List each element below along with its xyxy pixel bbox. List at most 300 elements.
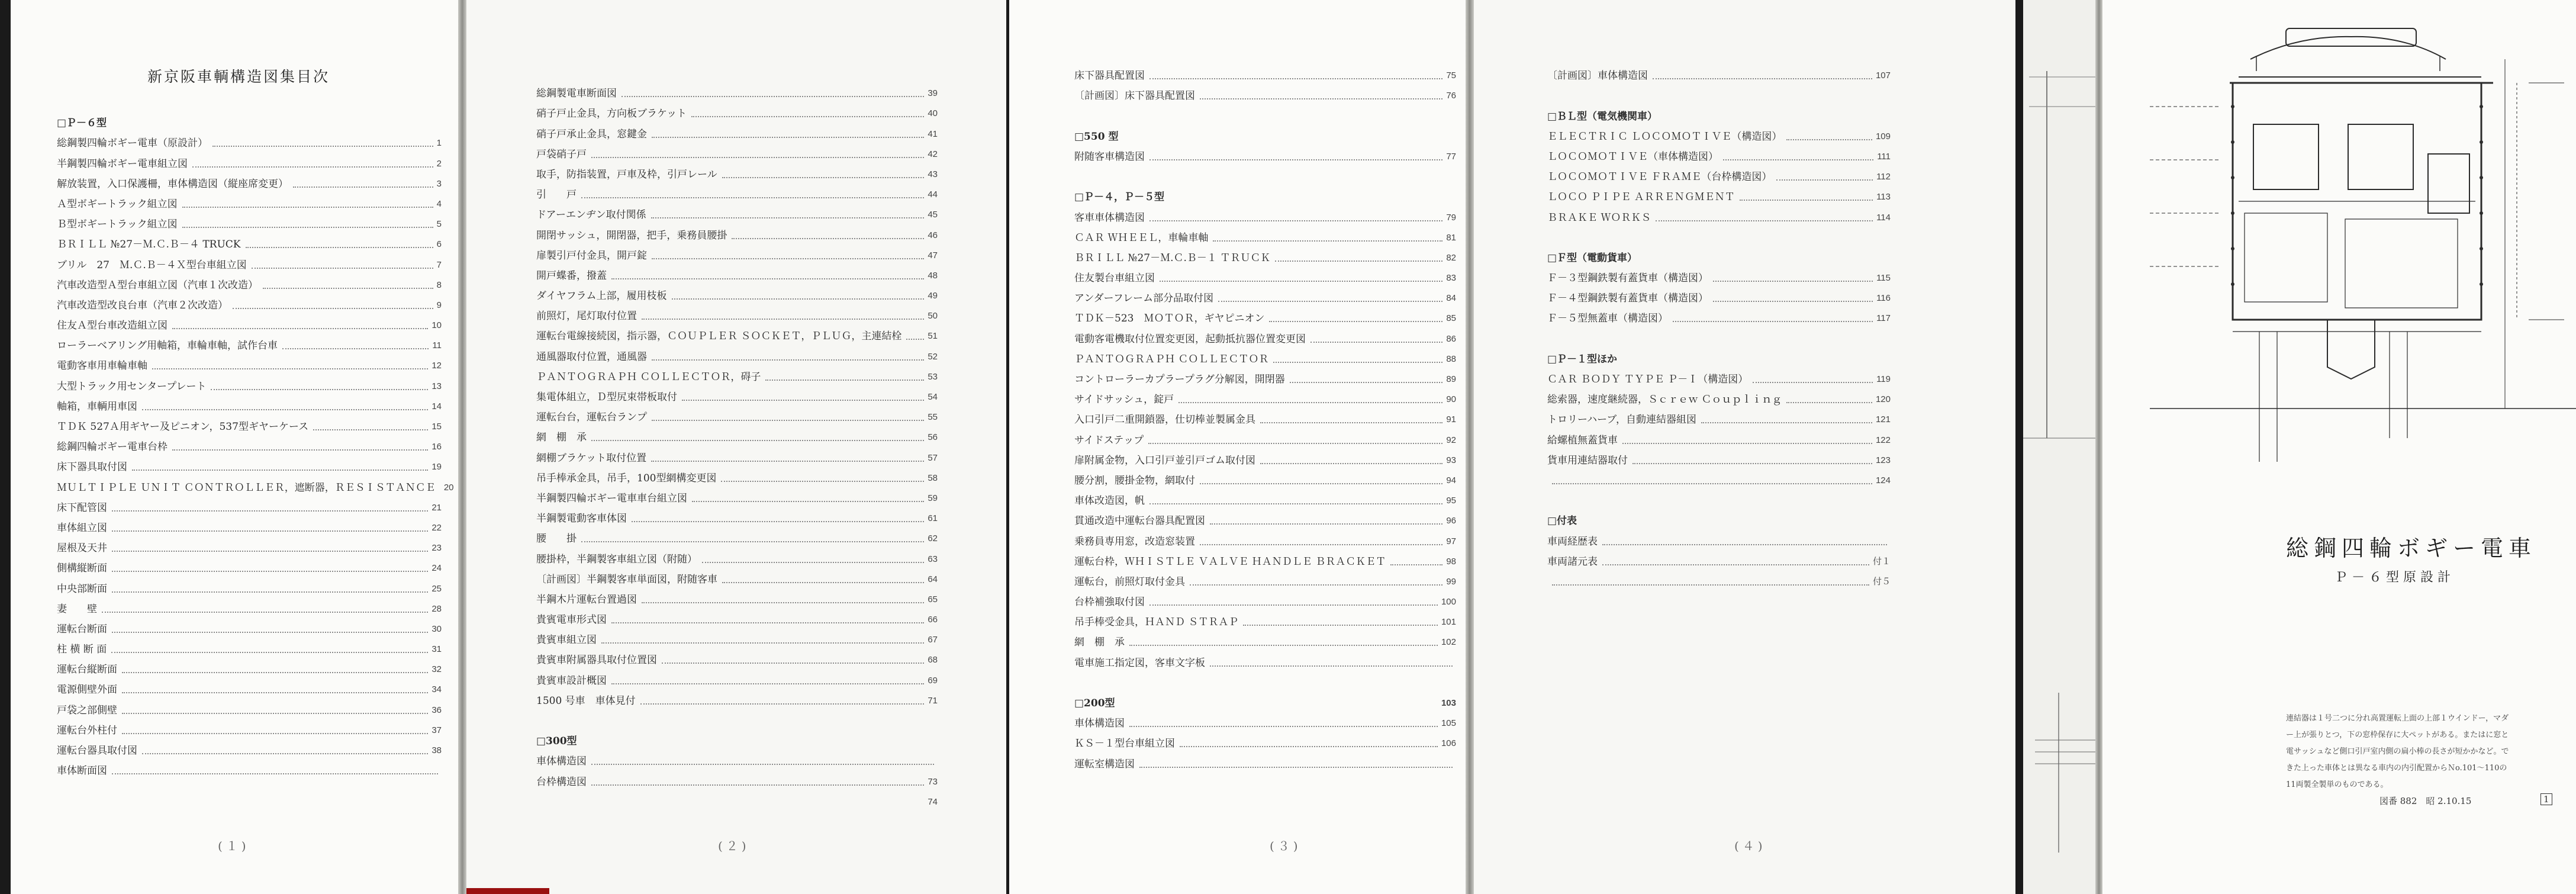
toc-entry-title: Ｂ型ボギートラック組立図 [57, 218, 178, 231]
toc-entry [536, 565, 938, 586]
toc-entry-title: 腰掛枠，半鋼製客車組立図（附随） [536, 553, 697, 565]
toc-entry-title: 運転台枠，ＷＨＩＳＴＬＥ ＶＡＬＶＥ ＨＡＮＤＬＥ ＢＲＡＣＫＥＴ [1074, 555, 1386, 568]
toc-page-ref: 113 [1876, 192, 1891, 202]
dot-leader [1713, 281, 1873, 282]
toc-entry [1074, 426, 1456, 446]
toc-section-heading [1074, 183, 1456, 203]
drawing-title: 総鋼四輪ボギー電車 [2286, 535, 2537, 561]
toc-entry-title: 網 棚 承 [536, 432, 587, 444]
toc-page-ref: 81 [1446, 232, 1456, 243]
toc-entry-title: □200型 [1074, 697, 1115, 709]
toc-entry-title: ＬＯＣＯＭＯＴＩＶＥ ＦＲＡＭＥ（台枠構造図） [1547, 171, 1772, 184]
toc-entry-title: サイドステップ [1074, 434, 1144, 446]
toc-entry-title: 網 棚 承 [1074, 636, 1125, 649]
toc-page-ref: 58 [928, 472, 938, 483]
toc-entry-title: アンダーフレーム部分品取付図 [1074, 292, 1214, 305]
toc-page-ref: 53 [928, 371, 938, 382]
dot-leader [652, 258, 924, 259]
toc-entry [57, 170, 442, 190]
dot-leader [906, 339, 924, 340]
toc-entry-title: 半鋼製四輪ボギー電車組立図 [57, 157, 188, 170]
toc-page-ref: 89 [1446, 374, 1456, 384]
toc-page-ref: 13 [432, 381, 442, 391]
toc-entry [1074, 527, 1456, 547]
toc-page-ref: 120 [1875, 394, 1891, 405]
toc-entry [1547, 163, 1891, 183]
toc-entry-title: 貫通改造中運転台器具配置図 [1074, 515, 1205, 528]
toc-entry-title: 吊手棒受金具，ＨＡＮＤ ＳＴＲＡＰ [1074, 616, 1239, 629]
toc-page-ref: 25 [432, 583, 442, 594]
dot-leader [282, 348, 429, 349]
toc-entry [57, 210, 442, 230]
toc-entry [1547, 203, 1891, 223]
dot-leader [1139, 767, 1453, 768]
toc-entry-title: 住友Ａ型台車改造組立図 [57, 320, 168, 332]
toc-page-ref: 112 [1876, 172, 1891, 182]
dot-leader [1243, 625, 1438, 626]
toc-entry [536, 423, 938, 443]
toc-entry [1074, 446, 1456, 467]
dot-leader [1740, 200, 1873, 201]
dot-leader [112, 591, 428, 593]
toc-entry-title: Ｆ－５型無蓋車（構造図） [1547, 313, 1668, 325]
toc-entry [57, 311, 442, 332]
dot-leader [691, 116, 924, 117]
toc-entry [1547, 304, 1891, 324]
dot-leader [1180, 746, 1438, 747]
toc-entry-title: □Ｐ－１型ほか [1547, 353, 1618, 365]
toc-entry-title: 運転台電線接続図，指示器，ＣＯＵＰＬＥＲ ＳＯＣＫＥＴ，ＰＬＵＧ，主連結栓 [536, 330, 902, 343]
toc-section-heading [1074, 689, 1456, 709]
toc-entry [1547, 385, 1891, 406]
toc-entry [57, 574, 442, 594]
toc-page-ref: 19 [432, 462, 442, 472]
dot-leader [313, 429, 428, 430]
toc-entry [1074, 284, 1456, 304]
toc-page-ref: 69 [928, 675, 938, 686]
dot-leader [263, 288, 433, 289]
toc-page-2 [466, 0, 1006, 894]
dot-leader [1273, 362, 1442, 363]
dot-leader [1200, 98, 1442, 99]
toc-page-ref: 20 [443, 482, 454, 493]
dot-leader [122, 733, 428, 734]
toc-entry [536, 160, 938, 181]
toc-page-ref: 105 [1441, 718, 1456, 729]
toc-page-ref: 4 [436, 198, 442, 209]
toc-entry-title: □300型 [536, 735, 577, 748]
toc-entry [536, 120, 938, 140]
toc-page-ref: 77 [1446, 151, 1456, 162]
toc-page-ref: 37 [432, 725, 442, 735]
dot-leader [122, 713, 428, 714]
dot-leader [182, 227, 433, 228]
toc-entry-title: □ＢＬ型（電気機関車） [1547, 110, 1658, 123]
toc-entry [57, 149, 442, 169]
toc-entry [1074, 62, 1456, 82]
toc-entry [57, 737, 442, 757]
toc-page-ref: 82 [1446, 252, 1456, 263]
dot-leader [1129, 726, 1438, 727]
toc-entry [57, 635, 442, 655]
toc-entry-title: 中央部断面 [57, 583, 107, 595]
toc-entry [536, 707, 938, 727]
toc-entry [1074, 729, 1456, 750]
toc-entry [1074, 406, 1456, 426]
drawing-page [2102, 0, 2576, 894]
toc-entry [57, 534, 442, 554]
toc-entry [536, 282, 938, 302]
toc-entry-title: 車両諸元表 [1547, 555, 1598, 568]
dot-leader [182, 207, 433, 208]
toc-list [1074, 62, 1456, 770]
toc-entry-title: 運転台，前照灯取付金具 [1074, 575, 1185, 588]
toc-section-heading [1547, 345, 1891, 365]
dot-leader [172, 449, 428, 451]
toc-entry-title: 運転台縦断面 [57, 664, 117, 676]
toc-entry [1074, 345, 1456, 365]
toc-entry-title: 吊手棒承金具，吊手，100型網構変更図 [536, 472, 717, 484]
toc-page-ref: 43 [928, 169, 938, 179]
toc-page-ref: 46 [928, 230, 938, 240]
dot-leader [1178, 402, 1442, 403]
toc-page-ref: 1 [436, 138, 442, 149]
toc-entry-title: 乗務員専用窓，改造窓装置 [1074, 535, 1195, 548]
toc-section-heading [1074, 123, 1456, 143]
toc-page-ref: 45 [928, 210, 938, 220]
gutter-shadow [458, 0, 466, 894]
toc-entry [1547, 183, 1891, 203]
dot-leader [1753, 382, 1873, 383]
toc-page-ref: 109 [1875, 131, 1891, 142]
toc-page-ref: 62 [928, 533, 938, 544]
dot-leader [1149, 78, 1442, 79]
toc-entry [1547, 82, 1891, 102]
toc-entry-title: Ｆ－４型鋼鉄製有蓋貨車（構造図） [1547, 292, 1708, 305]
toc-entry-title: ＣＡＲ ＢＯＤＹ ＴＹＰＥ Ｐ－Ｉ（構造図） [1547, 374, 1749, 385]
toc-entry [57, 230, 442, 250]
toc-entry [536, 322, 938, 342]
toc-page-ref: 14 [432, 401, 442, 411]
toc-entry-title: ＭＵＬＴＩＰＬＥ ＵＮＩＴ ＣＯＮＴＲＯＬＬＥＲ，遮断器，ＲＥＳＩＳＴＡＮＣＥ [57, 481, 436, 494]
toc-entry-title: 車体組立図 [57, 522, 107, 534]
toc-entry-title: トロリーハーブ，自動連結器組図 [1547, 414, 1696, 426]
toc-entry-title: ＢＲＡＫＥ ＷＯＲＫＳ [1547, 211, 1651, 224]
toc-section-heading [1547, 102, 1891, 122]
toc-entry-title: 客車車体構造図 [1074, 211, 1145, 224]
toc-entry-title: 引 戸 [536, 189, 577, 201]
toc-page-ref: 59 [928, 493, 938, 503]
toc-entry [1547, 224, 1891, 244]
toc-entry-title: ＬＯＣＯＭＯＴＩＶＥ（車体構造図） [1547, 150, 1718, 163]
dot-leader [1200, 483, 1442, 484]
toc-entry [1074, 324, 1456, 345]
toc-entry [536, 443, 938, 464]
toc-page-ref: 117 [1876, 313, 1891, 324]
dot-leader [1310, 342, 1442, 343]
dot-leader [1149, 220, 1442, 221]
toc-entry-title: □550 型 [1074, 130, 1119, 143]
toc-entry [1074, 143, 1456, 163]
dot-leader [142, 409, 428, 410]
dot-leader [1210, 523, 1442, 525]
dot-leader [1602, 544, 1887, 545]
toc-entry [57, 332, 442, 352]
dot-leader [1552, 584, 1869, 586]
dot-leader [211, 389, 428, 390]
dot-leader [1190, 584, 1442, 586]
toc-page-ref: 10 [432, 320, 442, 331]
toc-page-4 [1474, 0, 2015, 894]
drawing-number: 図番 882 昭 2.10.15 [2379, 796, 2472, 806]
dot-leader [682, 400, 924, 401]
dot-leader [1622, 443, 1872, 444]
toc-entry-title: 運転台台，運転台ランプ [536, 411, 647, 424]
dot-leader [642, 319, 924, 320]
toc-entry-title: 車体断面図 [57, 765, 107, 777]
toc-page-ref: 75 [1446, 70, 1456, 81]
toc-page-ref: 74 [928, 796, 938, 807]
dot-leader [1148, 443, 1442, 444]
dot-leader [662, 663, 924, 664]
toc-page-ref: 32 [432, 664, 442, 675]
dot-leader [233, 308, 433, 309]
dot-leader [1149, 159, 1442, 160]
dot-leader [1673, 321, 1873, 322]
toc-page-ref: 56 [928, 432, 938, 443]
dot-leader [192, 166, 433, 168]
toc-entry [1547, 62, 1891, 82]
toc-entry [1074, 82, 1456, 102]
toc-entry-title: 戸袋硝子戸 [536, 148, 587, 160]
toc-entry [1547, 568, 1891, 588]
toc-page-ref: 83 [1446, 273, 1456, 284]
dot-leader [632, 521, 924, 522]
gutter-shadow [1466, 0, 1474, 894]
toc-entry [1547, 143, 1891, 163]
dot-leader [1713, 301, 1873, 302]
toc-page-ref: 96 [1446, 516, 1456, 526]
toc-entry-title: 扉附属金物，入口引戸並引戸ゴム取付図 [1074, 454, 1255, 467]
dot-leader [152, 368, 428, 369]
toc-entry-title: 給螺植無蓋貨車 [1547, 434, 1618, 446]
toc-page-ref: 90 [1446, 394, 1456, 405]
toc-page-ref: 88 [1446, 353, 1456, 364]
toc-entry [1547, 264, 1891, 284]
toc-page-ref: 65 [928, 594, 938, 604]
dot-leader [111, 652, 428, 653]
toc-page-ref: 91 [1446, 414, 1456, 425]
toc-page-ref: 122 [1875, 435, 1891, 445]
dot-leader [1786, 139, 1872, 140]
toc-page-ref: 71 [928, 695, 938, 706]
dot-leader [1210, 665, 1453, 667]
toc-page-ref: 31 [432, 644, 442, 655]
dot-leader [172, 328, 428, 329]
toc-entry-title: 入口引戸二重開鎖器，仕切棒並製属金具 [1074, 414, 1255, 426]
toc-entry [57, 413, 442, 433]
toc-entry-title: 運転台外柱付 [57, 724, 117, 737]
dot-leader [1213, 240, 1442, 242]
toc-page-ref: 73 [928, 776, 938, 787]
dot-leader [212, 146, 433, 147]
toc-page-ref: 102 [1441, 637, 1456, 648]
dot-leader [1701, 422, 1872, 423]
dot-leader [601, 642, 924, 644]
toc-entry [1074, 385, 1456, 406]
toc-entry-title: 集電体組立，Ｄ型尻束帯板取付 [536, 391, 677, 403]
toc-entry [536, 586, 938, 606]
toc-entry [1074, 628, 1456, 648]
dot-leader [1269, 321, 1442, 322]
toc-page-ref: 106 [1441, 738, 1456, 749]
dot-leader [1602, 564, 1869, 565]
toc-entry [57, 271, 442, 291]
dot-leader [1290, 382, 1443, 383]
dot-leader [702, 562, 924, 563]
dot-leader [112, 551, 428, 552]
dot-leader [591, 440, 924, 441]
toc-entry-title: 〔計画図〕半鋼製客車単面図，附随客車 [536, 573, 717, 586]
toc-entry [57, 554, 442, 574]
toc-page-ref: 124 [1875, 475, 1891, 485]
toc-entry-title: 総鋼四輪ボギー電車台枠 [57, 441, 168, 454]
toc-page-ref: 6 [436, 239, 442, 250]
toc-entry [536, 342, 938, 362]
sheet-number: 1 [2540, 793, 2552, 805]
dot-leader [112, 773, 438, 774]
toc-entry-title: 住友製台車組立図 [1074, 272, 1155, 285]
toc-entry [536, 788, 938, 808]
toc-entry-title: 半鋼製電動客車体図 [536, 513, 627, 525]
toc-page-ref: 12 [432, 361, 442, 371]
toc-entry-title: 電車施工指定図，客車文字板 [1074, 657, 1205, 669]
toc-entry [57, 393, 442, 413]
toc-entry-title: 貴賓電車形式図 [536, 614, 607, 626]
toc-page-ref: 57 [928, 452, 938, 463]
toc-page-ref: 24 [432, 563, 442, 574]
toc-page-ref: 98 [1446, 556, 1456, 567]
toc-entry-title: 総鋼製電車断面図 [536, 88, 617, 100]
toc-entry-title: 硝子戸止金具，方向板ブラケット [536, 108, 687, 120]
dot-leader [722, 582, 924, 583]
toc-entry-title: 汽車改造型Ａ型台車組立図（汽車１次改造） [57, 279, 258, 291]
toc-entry [536, 363, 938, 383]
toc-page-ref: 3 [436, 178, 442, 189]
toc-entry [536, 545, 938, 565]
dot-leader [112, 530, 428, 532]
toc-entry [536, 646, 938, 666]
toc-entry-title: Ａ型ボギートラック組立図 [57, 198, 178, 210]
toc-page-ref: 付５ [1872, 576, 1891, 587]
toc-entry [1547, 406, 1891, 426]
dot-leader [611, 622, 924, 623]
toc-entry [536, 302, 938, 322]
toc-page-ref: 111 [1877, 151, 1891, 162]
toc-section-heading [1547, 507, 1891, 527]
toc-entry [1547, 324, 1891, 345]
toc-page-ref: 67 [928, 635, 938, 645]
toc-entry [57, 595, 442, 615]
toc-entry-title: ＣＡＲ ＷＨＥＥＬ，車輪車軸 [1074, 231, 1209, 244]
toc-entry [57, 676, 442, 696]
toc-entry [536, 383, 938, 403]
toc-entry-title: ＥＬＥＣＴＲＩＣ ＬＯＣＯＭＯＴＩＶＥ（構造図） [1547, 130, 1782, 143]
toc-entry-title: 台枠補強取付図 [1074, 596, 1145, 609]
toc-entry-title: □付表 [1547, 515, 1577, 528]
toc-entry-title: 屋根及天井 [57, 542, 107, 555]
toc-entry-title: 車両経歴表 [1547, 535, 1598, 548]
toc-page-ref: 54 [928, 392, 938, 402]
toc-entry [536, 242, 938, 262]
toc-entry [57, 372, 442, 392]
dot-leader [1160, 281, 1442, 282]
toc-entry [536, 99, 938, 120]
toc-entry-title: 柱 横 断 面 [57, 644, 107, 656]
toc-entry [536, 79, 938, 99]
toc-entry [1074, 750, 1456, 770]
toc-page-ref: 97 [1446, 536, 1456, 546]
toc-entry-title: ＴＤＫ 527Ａ用ギヤー及ピニオン，537型ギヤーケース [57, 421, 309, 433]
dot-leader [622, 96, 924, 97]
toc-entry-title: ローラーベアリング用軸箱，車輪車軸，試作台車 [57, 340, 278, 352]
dot-leader [1200, 544, 1442, 545]
dot-leader [1149, 604, 1438, 606]
dot-leader [112, 632, 428, 633]
toc-page-ref: 55 [928, 412, 938, 423]
toc-entry-title: 戸袋之部側壁 [57, 704, 117, 716]
adjacent-drawing-strip [2023, 0, 2101, 894]
toc-entry [536, 606, 938, 626]
toc-entry-title: 網棚ブラケット取付位置 [536, 452, 647, 464]
dot-leader [581, 541, 924, 542]
toc-section-heading [1547, 244, 1891, 264]
toc-page-ref: 95 [1446, 496, 1456, 506]
toc-page-ref: 114 [1876, 212, 1891, 223]
toc-page-ref: 28 [432, 603, 442, 614]
toc-page-ref: 116 [1876, 293, 1891, 304]
toc-page-ref: 42 [928, 149, 938, 159]
toc-entry [1547, 487, 1891, 507]
toc-page-ref: 68 [928, 655, 938, 665]
toc-page-ref: 41 [928, 128, 938, 139]
toc-entry-title: 台枠構造図 [536, 776, 587, 788]
toc-entry [1547, 527, 1891, 547]
toc-entry [57, 696, 442, 716]
toc-entry [1547, 365, 1891, 385]
toc-entry-title: 硝子戸承止金具，窓鍵金 [536, 128, 647, 140]
toc-entry-title: 電動客電機取付位置変更図，起動抵抗器位置変更図 [1074, 333, 1306, 345]
toc-page-ref: 94 [1446, 475, 1456, 485]
toc-page-ref: 66 [928, 615, 938, 625]
toc-entry [57, 190, 442, 210]
toc-entry [536, 262, 938, 282]
toc-page-ref: 40 [928, 108, 938, 119]
toc-page-ref: 21 [432, 502, 442, 513]
toc-entry-title: 側構縦断面 [57, 562, 107, 575]
toc-entry-title: ＢＲＩＬＬ №27－Ｍ.Ｃ.Ｂ－４ TRUCK [57, 239, 241, 251]
toc-page-ref: 85 [1446, 313, 1456, 324]
dot-leader [1653, 78, 1872, 79]
toc-entry [536, 666, 938, 686]
toc-entry-title: 汽車改造型改良台車（汽車２次改造） [57, 299, 228, 311]
toc-entry [1074, 467, 1456, 487]
toc-page-ref: 9 [436, 300, 442, 310]
toc-entry [57, 453, 442, 473]
toc-entry [536, 140, 938, 160]
dot-leader [581, 197, 924, 198]
page-number: (１) [218, 839, 250, 853]
